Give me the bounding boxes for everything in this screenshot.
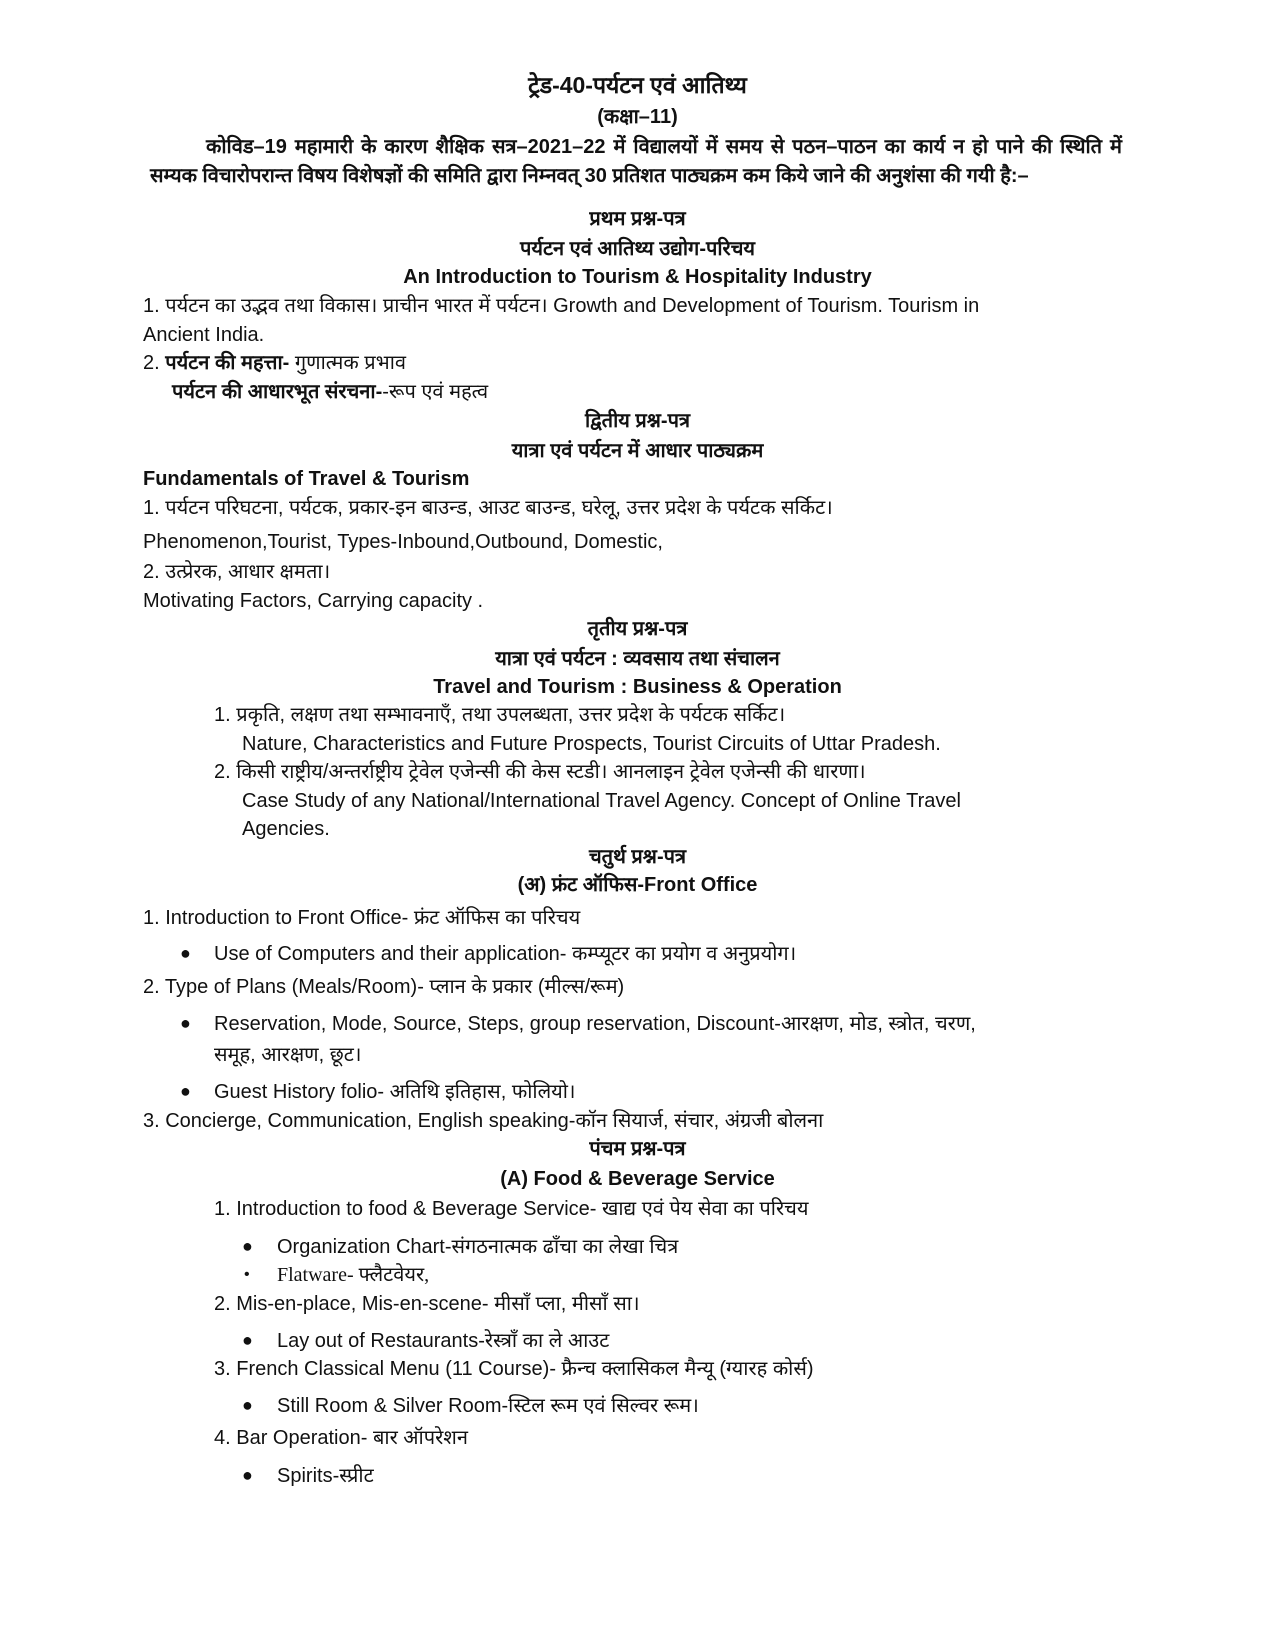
paper3-item1-hi: 1. प्रकृति, लक्षण तथा सम्भावनाएँ, तथा उपलब्धता, उत्तर प्रदेश के पर्यटक सर्किट। [214,704,786,726]
bullet-icon: ● [242,1330,253,1350]
page-title: ट्रेड-40-पर्यटन एवं आतिथ्य [528,72,747,98]
paper1-item2b [172,380,488,404]
paper5-subheading: (A) Food & Beverage Service [500,1168,775,1190]
paper5-item1-bullet2: Flatware- फ्लैटवेयर, [277,1264,430,1286]
paper4-item2-bullet1-line1: Reservation, Mode, Source, Steps, group reservation, Discount-आरक्षण, मोड, स्त्रोत, चरण, [214,1013,976,1035]
paper4-item2-bullet1-line2: समूह, आरक्षण, छूट। [214,1044,362,1066]
paper5-item4-bullet1: Spirits-स्प्रीट [277,1465,374,1487]
paper3-subheading-en: Travel and Tourism : Business & Operation [433,676,842,698]
paper1-subheading-hi: पर्यटन एवं आतिथ्य उद्योग-परिचय [519,238,755,260]
paper2-subheading-en: Fundamentals of Travel & Tourism [143,468,470,490]
bullet-icon: ● [242,1465,253,1485]
paper3-item2-hi: 2. किसी राष्ट्रीय/अन्तर्राष्ट्रीय ट्रेवेल एजेन्सी की केस स्टडी। आनलाइन ट्रेवेल एजेन्सी की धारणा। [214,761,866,783]
paper4-item3: 3. Concierge, Communication, English speaking-कॉन सियार्ज, संचार, अंग्रजी बोलना [143,1110,824,1132]
bullet-icon: ● [180,1081,191,1101]
paper3-heading: तृतीय प्रश्न-पत्र [587,618,688,640]
paper2-line4: Motivating Factors, Carrying capacity . [143,590,484,612]
paper3-item2-en2: Agencies. [242,818,330,840]
paper1-heading: प्रथम प्रश्न-पत्र [589,208,686,230]
paper4-item2: 2. Type of Plans (Meals/Room)- प्लान के प्रकार (मील्स/रूम) [143,976,625,998]
intro-paragraph: कोविड–19 महामारी के कारण शैक्षिक सत्र–2021–22 में विद्यालयों में समय से पठन–पाठन का कार्य न हो पाने की स्थिति में सम्यक विचारोपरान्त विषय विशेषज्ञों की समिति द्वारा निम्नवत् 30 प्रतिशत पाठ्यक्रम कम किये जाने की अनुशंसा की गयी है:– [150,136,1122,187]
paper1-item2b-bold: पर्यटन की आधारभूत संरचना- [172,381,383,403]
paper2-heading: द्वितीय प्रश्न-पत्र [585,410,690,432]
paper5-heading: पंचम प्रश्न-पत्र [589,1138,686,1160]
paper3-subheading-hi: यात्रा एवं पर्यटन : व्यवसाय तथा संचालन [495,648,780,670]
paper2-line1: 1. पर्यटन परिघटना, पर्यटक, प्रकार-इन बाउन्ड, आउट बाउन्ड, घरेलू, उत्तर प्रदेश के पर्यटक सर्किट। [143,497,833,519]
paper1-item2 [143,351,406,375]
paper3-item1-en: Nature, Characteristics and Future Prospects, Tourist Circuits of Uttar Pradesh. [242,733,941,755]
class-label: (कक्षा–11) [597,106,678,128]
paper1-item2-num: 2. [143,352,160,374]
paper2-line2: Phenomenon,Tourist, Types-Inbound,Outbound, Domestic, [143,531,663,553]
paper5-item2-bullet1: Lay out of Restaurants-रेस्त्राँ का ले आउट [277,1330,610,1352]
paper5-item1-bullet1: Organization Chart-संगठनात्मक ढाँचा का लेखा चित्र [277,1236,679,1258]
paper1-item2-bold: पर्यटन की महत्ता- [165,352,290,374]
paper4-subheading: (अ) फ्रंट ऑफिस-Front Office [517,874,758,896]
paper5-item2: 2. Mis-en-place, Mis-en-scene- मीसाँ प्ला, मीसाँ सा। [214,1293,640,1315]
paper4-item1: 1. Introduction to Front Office- फ्रंट ऑफिस का परिचय [143,907,581,929]
paper4-item1-bullet1: Use of Computers and their application- कम्प्यूटर का प्रयोग व अनुप्रयोग। [214,943,797,965]
paper5-item3: 3. French Classical Menu (11 Course)- फ्रैन्च क्लासिकल मैन्यू (ग्यारह कोर्स) [214,1358,814,1380]
paper1-item1-line1: 1. पर्यटन का उद्भव तथा विकास। प्राचीन भारत में पर्यटन। Growth and Development of Tourism. Tourism in [143,295,980,317]
paper5-item3-bullet1: Still Room & Silver Room-स्टिल रूम एवं सिल्वर रूम। [277,1395,699,1417]
paper3-item2-en1: Case Study of any National/International Travel Agency. Concept of Online Travel [242,790,961,812]
bullet-icon: • [244,1266,250,1283]
paper1-item1-line2: Ancient India. [143,324,265,346]
paper1-item2-rest: गुणात्मक प्रभाव [289,352,406,374]
paper4-item2-bullet2: Guest History folio- अतिथि इतिहास, फोलियो। [214,1081,576,1103]
bullet-icon: ● [180,1013,191,1033]
bullet-icon: ● [242,1236,253,1256]
paper5-item1: 1. Introduction to food & Beverage Service- खाद्य एवं पेय सेवा का परिचय [214,1198,809,1220]
paper2-subheading-hi: यात्रा एवं पर्यटन में आधार पाठ्यक्रम [511,440,764,462]
paper1-subheading-en: An Introduction to Tourism & Hospitality Industry [403,266,872,288]
paper1-item2b-rest: -रूप एवं महत्व [382,381,489,403]
paper4-heading: चतुर्थ प्रश्न-पत्र [588,846,687,868]
paper5-item4: 4. Bar Operation- बार ऑपरेशन [214,1427,469,1449]
bullet-icon: ● [180,943,191,963]
paper2-line3: 2. उत्प्रेरक, आधार क्षमता। [143,561,331,583]
bullet-icon: ● [242,1395,253,1415]
